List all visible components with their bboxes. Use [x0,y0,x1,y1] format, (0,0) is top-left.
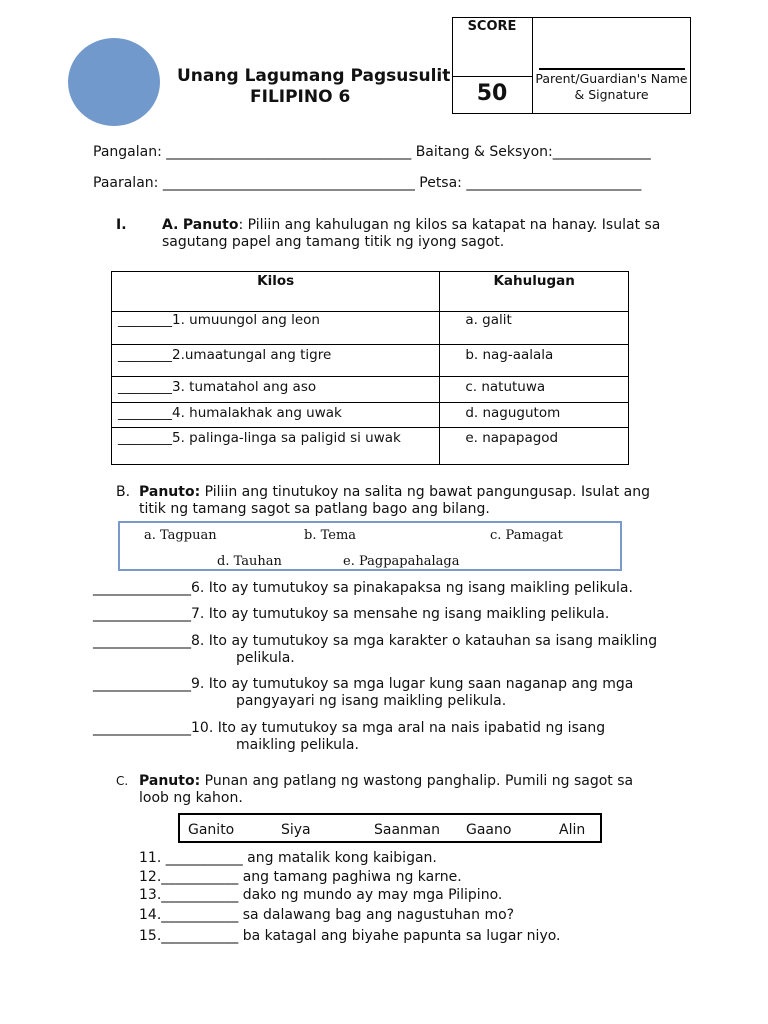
part-b-instruction-text: Piliin ang tinutukoy na salita ng bawat pangungusap. Isulat ang [200,484,650,500]
part-b-instruction-line1 [139,484,650,501]
part-b-panuto-label: Panuto: [139,484,201,500]
choice-option: c. Pamagat [490,528,563,543]
question-item-10-continuation: maikling pelikula. [236,737,359,753]
signature-label-line2: & Signature [574,87,649,102]
table-row [112,403,629,428]
word-bank-item: Gaano [466,822,512,838]
part-a-letter: A. [162,217,179,233]
question-item-8-continuation: pelikula. [236,650,295,666]
choice-option: d. Tauhan [217,554,282,569]
kilos-cell[interactable]: ________3. tumatahol ang aso [112,377,440,403]
kahulugan-cell: b. nag-aalala [440,345,629,377]
score-box-divider [532,17,533,114]
question-item-9-continuation: pangyayari ng isang maikling pelikula. [236,693,507,709]
question-item-10[interactable]: ______________10. Ito ay tumutukoy sa mga aral na nais ipabatid ng isang [93,720,606,736]
part-b-instruction-line2: titik ng tamang sagot sa patlang bago ang bilang. [139,501,490,517]
score-label: SCORE [467,19,517,34]
column-header-kilos: Kilos [112,272,440,312]
part-c-instruction-line2: loob ng kahon. [139,790,243,806]
word-bank-box [178,813,602,843]
page-title: Unang Lagumang Pagsusulit [177,66,451,86]
kilos-cell[interactable]: ________2.umaatungal ang tigre [112,345,440,377]
table-row [112,345,629,377]
signature-label-line1: Parent/Guardian's Name [535,71,688,86]
matching-table [111,271,629,465]
kilos-cell[interactable]: ________4. humalakhak ang uwak [112,403,440,428]
part-c-instruction-text: Punan ang patlang ng wastong panghalip. Pumili ng sagot sa [200,773,634,789]
word-bank-item: Saanman [374,822,441,838]
table-row [112,428,629,465]
info-line-school-date[interactable]: Paaralan: ____________________________________ Petsa: _________________________ [93,175,642,191]
info-line-name-grade[interactable]: Pangalan: ___________________________________ Baitang & Seksyon:______________ [93,144,651,160]
part-c-letter: C. [116,774,129,788]
choice-option: b. Tema [304,528,357,543]
part-a-instruction-line1 [162,217,660,234]
kahulugan-cell: a. galit [440,312,629,345]
signature-label [534,71,689,103]
word-bank-item: Alin [559,822,586,838]
part-c-panuto-label: Panuto: [139,773,201,789]
question-item-8[interactable]: ______________8. Ito ay tumutukoy sa mga karakter o katauhan sa isang maikling [93,633,658,649]
word-bank-item: Ganito [188,822,235,838]
column-header-kahulugan: Kahulugan [440,272,629,312]
part-a-panuto-label: Panuto [182,217,239,233]
signature-line [539,68,685,70]
page-subtitle: FILIPINO 6 [250,87,351,107]
choices-box [118,521,622,571]
part-a-instruction-text: : Piliin ang kahulugan ng kilos sa katapat na hanay. Isulat sa [238,217,661,233]
part-c-instruction-line1 [139,773,633,790]
kilos-cell[interactable]: ________1. umuungol ang leon [112,312,440,345]
fill-in-item-13[interactable]: 13.___________ dako ng mundo ay may mga Pilipino. [139,887,503,903]
fill-in-item-14[interactable]: 14.___________ sa dalawang bag ang nagustuhan mo? [139,907,515,923]
choice-option: e. Pagpapahalaga [343,554,460,569]
part-b-letter: B. [116,484,131,500]
kahulugan-cell: d. nagugutom [440,403,629,428]
part-a-instruction-line2: sagutang papel ang tamang titik ng iyong sagot. [162,234,505,250]
table-row [112,377,629,403]
word-bank-item: Siya [281,822,311,838]
kahulugan-cell: c. natutuwa [440,377,629,403]
fill-in-item-11[interactable]: 11. ___________ ang matalik kong kaibigan. [139,850,437,866]
table-row [112,312,629,345]
kahulugan-cell: e. napapagod [440,428,629,465]
question-item-6[interactable]: ______________6. Ito ay tumutukoy sa pinakapaksa ng isang maikling pelikula. [93,580,633,596]
matching-table-header [112,272,629,312]
kilos-cell[interactable]: ________5. palinga-linga sa paligid si uwak [112,428,440,465]
question-item-7[interactable]: ______________7. Ito ay tumutukoy sa mensahe ng isang maikling pelikula. [93,606,610,622]
score-box-divider [452,76,532,77]
fill-in-item-15[interactable]: 15.___________ ba katagal ang biyahe papunta sa lugar niyo. [139,928,561,944]
school-logo-circle [68,38,160,126]
fill-in-item-12[interactable]: 12.___________ ang tamang paghiwa ng karne. [139,869,462,885]
score-total: 50 [476,81,508,106]
section-roman-numeral: I. [116,217,127,233]
choice-option: a. Tagpuan [144,528,217,543]
question-item-9[interactable]: ______________9. Ito ay tumutukoy sa mga lugar kung saan naganap ang mga [93,676,634,692]
